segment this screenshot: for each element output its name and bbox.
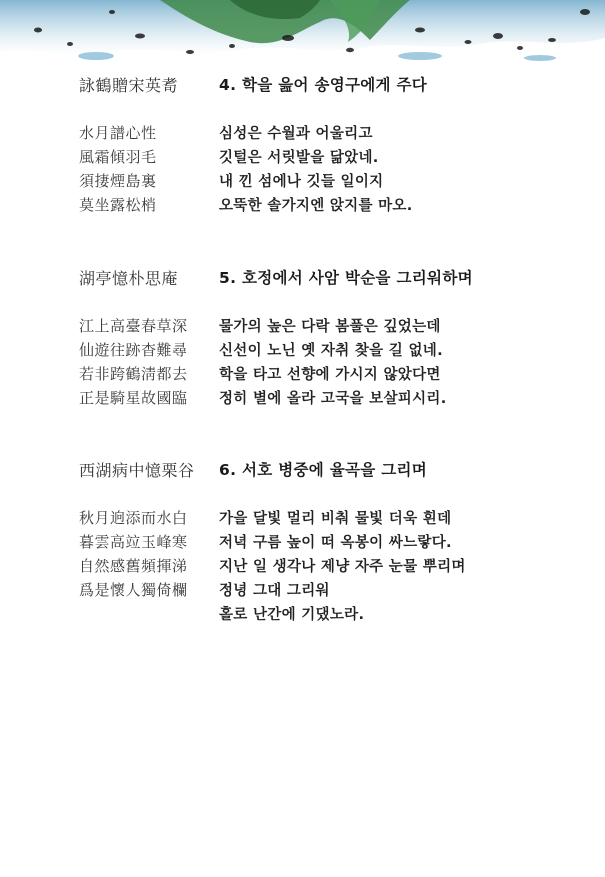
poem-title-korean: 6. 서호 병중에 율곡을 그리며	[219, 461, 428, 479]
poem-line-korean: 저녁 구름 높이 떠 옥봉이 싸느랗다.	[219, 535, 452, 551]
poem-line-hanja: 自然感舊頻揮涕	[79, 557, 188, 575]
poem-line-hanja: 水月譜心性	[79, 124, 157, 142]
poem-line-korean: 내 낀 섬에나 깃들 일이지	[219, 174, 384, 190]
poem-line	[0, 146, 605, 170]
poem-line	[0, 363, 605, 387]
poem-line	[0, 315, 605, 339]
poem-line-hanja: 正是騎星故國臨	[79, 389, 188, 407]
poem-line	[0, 603, 605, 627]
poem-line-hanja: 爲是懷人獨倚欄	[79, 581, 188, 599]
poem-title-hanja: 湖亭憶朴思庵	[79, 269, 179, 288]
poem-line-hanja: 仙遊往跡杳難尋	[79, 341, 188, 359]
poem-line	[0, 507, 605, 531]
poem-title-korean: 5. 호정에서 사암 박순을 그리워하며	[219, 269, 473, 287]
poem-line-hanja: 風霜傾羽毛	[79, 148, 157, 166]
poem-line-korean: 홀로 난간에 기댔노라.	[219, 607, 365, 623]
poem-line-korean: 정히 별에 올라 고국을 보살피시리.	[219, 391, 447, 407]
poem-line-korean: 심성은 수월과 어울리고	[219, 126, 373, 142]
poem-line-hanja: 須捿煙島裏	[79, 172, 157, 190]
poem-line	[0, 387, 605, 411]
poem-line	[0, 170, 605, 194]
poem-title-hanja: 西湖病中憶栗谷	[79, 461, 195, 480]
poem-line-korean: 학을 타고 선향에 가시지 않았다면	[219, 367, 441, 383]
poem-line-korean: 오뚝한 솔가지엔 앉지를 마오.	[219, 198, 413, 214]
poem-line-hanja: 莫坐露松梢	[79, 196, 157, 214]
poem-line-hanja: 若非跨鶴淸都去	[79, 365, 188, 383]
poem-line-korean: 신선이 노닌 옛 자취 찾을 길 없네.	[219, 343, 443, 359]
poem-line	[0, 555, 605, 579]
poem-line-korean: 깃털은 서릿발을 닮았네.	[219, 150, 379, 166]
poem-line-korean: 물가의 높은 다락 봄풀은 깊었는데	[219, 319, 441, 335]
poem-title-row	[0, 73, 605, 97]
poem-line	[0, 122, 605, 146]
poem-line-hanja: 暮雲高竝玉峰寒	[79, 533, 188, 551]
poem-line	[0, 339, 605, 363]
poem-line-korean: 가을 달빛 멀리 비춰 물빛 더욱 흰데	[219, 511, 452, 527]
poem-title-hanja: 詠鶴贈宋英耉	[79, 76, 179, 95]
poem-line	[0, 531, 605, 555]
watercolor-header-image	[0, 0, 605, 70]
poem-line-hanja: 江上高臺春草深	[79, 317, 188, 335]
poem-title-row	[0, 266, 605, 290]
poem-line-hanja: 秋月逈添而水白	[79, 509, 188, 527]
poem-line	[0, 579, 605, 603]
poem-line-korean: 정녕 그대 그리워	[219, 583, 330, 599]
poem-line-korean: 지난 일 생각나 제냥 자주 눈물 뿌리며	[219, 559, 466, 575]
poem-line	[0, 194, 605, 218]
poem-title-row	[0, 458, 605, 482]
poem-title-korean: 4. 학을 읊어 송영구에게 주다	[219, 76, 428, 94]
